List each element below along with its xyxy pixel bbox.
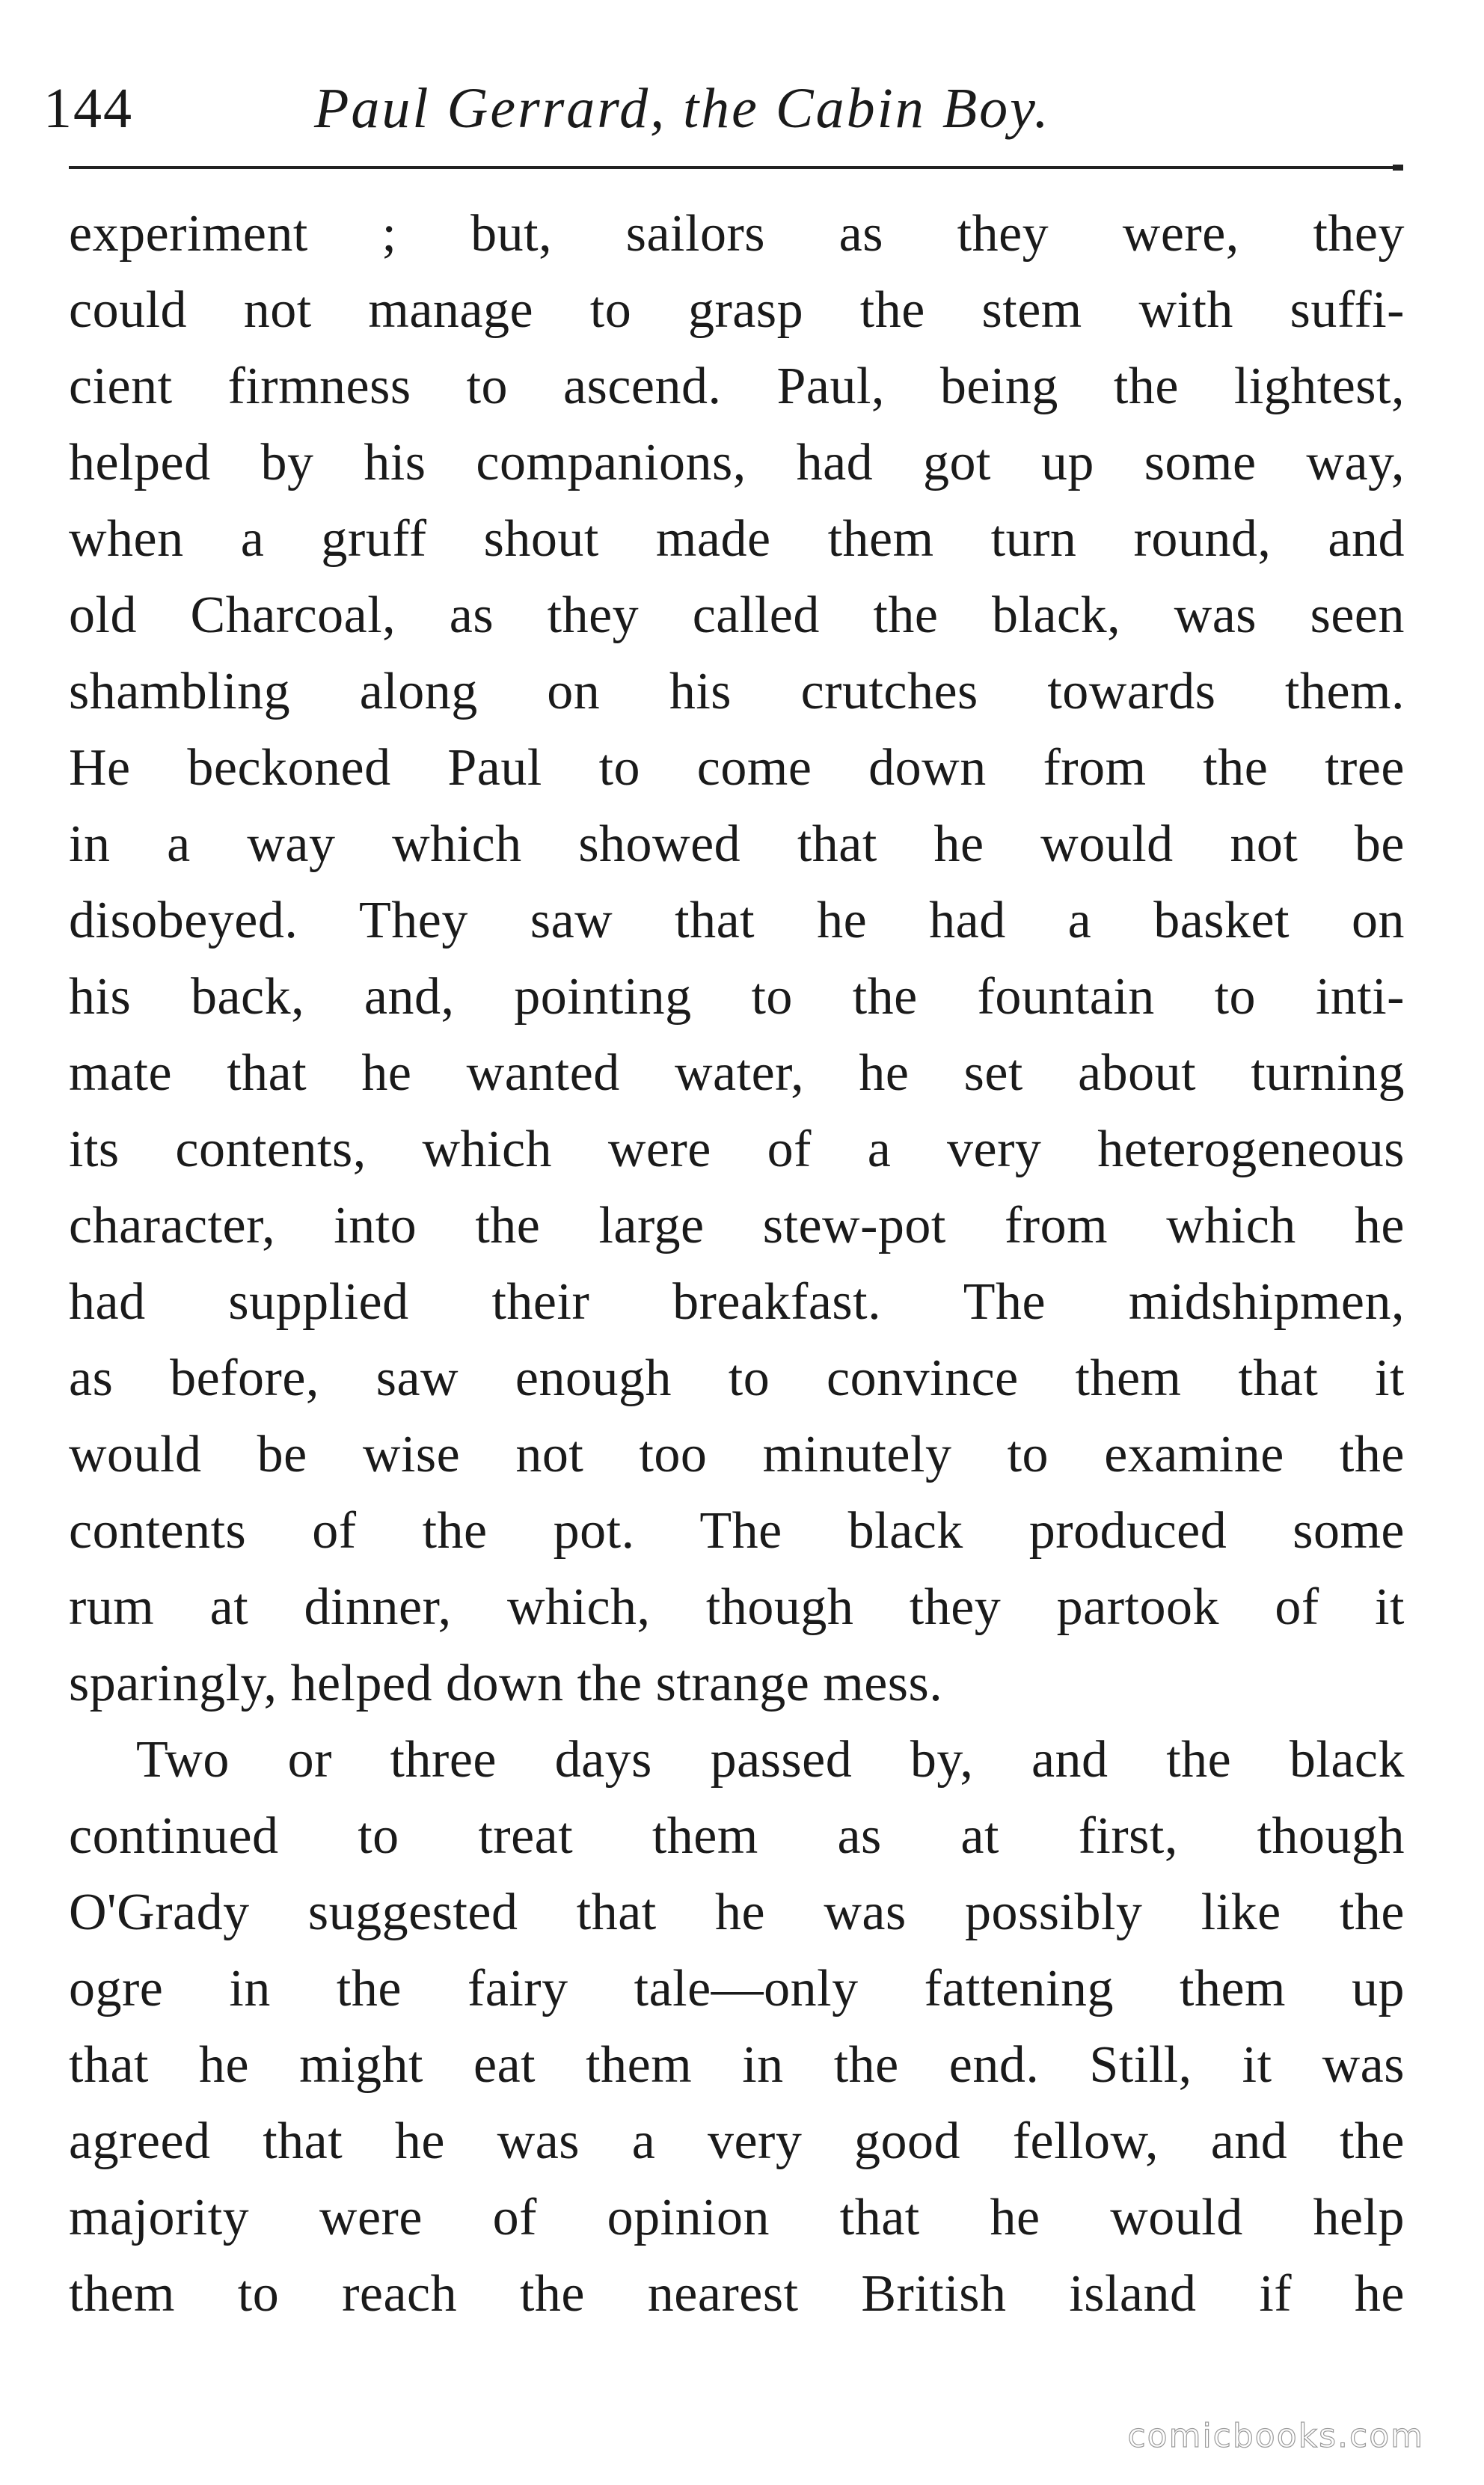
text-line: had supplied their breakfast. The midshipmen, bbox=[69, 1273, 1405, 1331]
text-line: O'Grady suggested that he was possibly like the bbox=[69, 1884, 1405, 1941]
text-line: old Charcoal, as they called the black, was seen bbox=[69, 586, 1405, 644]
text-line: disobeyed. They saw that he had a basket on bbox=[69, 892, 1405, 949]
text-line: his back, and, pointing to the fountain to inti- bbox=[69, 968, 1405, 1026]
text-line: experiment ; but, sailors as they were, they bbox=[69, 205, 1405, 263]
text-line: He beckoned Paul to come down from the tree bbox=[69, 739, 1405, 797]
text-line: that he might eat them in the end. Still, it was bbox=[69, 2036, 1405, 2094]
text-line: as before, saw enough to convince them that it bbox=[69, 1349, 1405, 1407]
text-line: majority were of opinion that he would help bbox=[69, 2189, 1405, 2246]
text-line: character, into the large stew-pot from which he bbox=[69, 1197, 1405, 1254]
text-line: helped by his companions, had got up some way, bbox=[69, 434, 1405, 491]
paragraph-2 bbox=[69, 1722, 1405, 2332]
text-line: cient firmness to ascend. Paul, being the lightest, bbox=[69, 358, 1405, 415]
page-header bbox=[0, 64, 1484, 153]
text-line: rum at dinner, which, though they partook of it bbox=[69, 1578, 1405, 1636]
header-rule bbox=[69, 166, 1393, 169]
watermark: comicbooks.com bbox=[1127, 2417, 1424, 2455]
text-line: contents of the pot. The black produced some bbox=[69, 1502, 1405, 1560]
paragraph-1 bbox=[69, 196, 1405, 1722]
text-line: ogre in the fairy tale—only fattening them up bbox=[69, 1960, 1405, 2017]
header-rule-end bbox=[1393, 165, 1403, 171]
text-line: in a way which showed that he would not be bbox=[69, 815, 1405, 873]
text-line: agreed that he was a very good fellow, and the bbox=[69, 2112, 1405, 2170]
text-line: sparingly, helped down the strange mess. bbox=[69, 1655, 943, 1712]
running-title: Paul Gerrard, the Cabin Boy. bbox=[314, 77, 1051, 140]
body-text bbox=[69, 196, 1405, 2332]
text-line: mate that he wanted water, he set about turning bbox=[69, 1044, 1405, 1102]
text-line: its contents, which were of a very heterogeneous bbox=[69, 1121, 1405, 1178]
text-line: when a gruff shout made them turn round, and bbox=[69, 510, 1405, 568]
text-line: them to reach the nearest British island if he bbox=[69, 2265, 1405, 2323]
text-line: shambling along on his crutches towards them. bbox=[69, 663, 1405, 720]
text-line: continued to treat them as at first, though bbox=[69, 1807, 1405, 1865]
page-number: 144 bbox=[43, 77, 133, 140]
text-line: Two or three days passed by, and the black bbox=[136, 1731, 1405, 1789]
text-line: could not manage to grasp the stem with suffi- bbox=[69, 281, 1405, 339]
text-line: would be wise not too minutely to examine the bbox=[69, 1426, 1405, 1483]
